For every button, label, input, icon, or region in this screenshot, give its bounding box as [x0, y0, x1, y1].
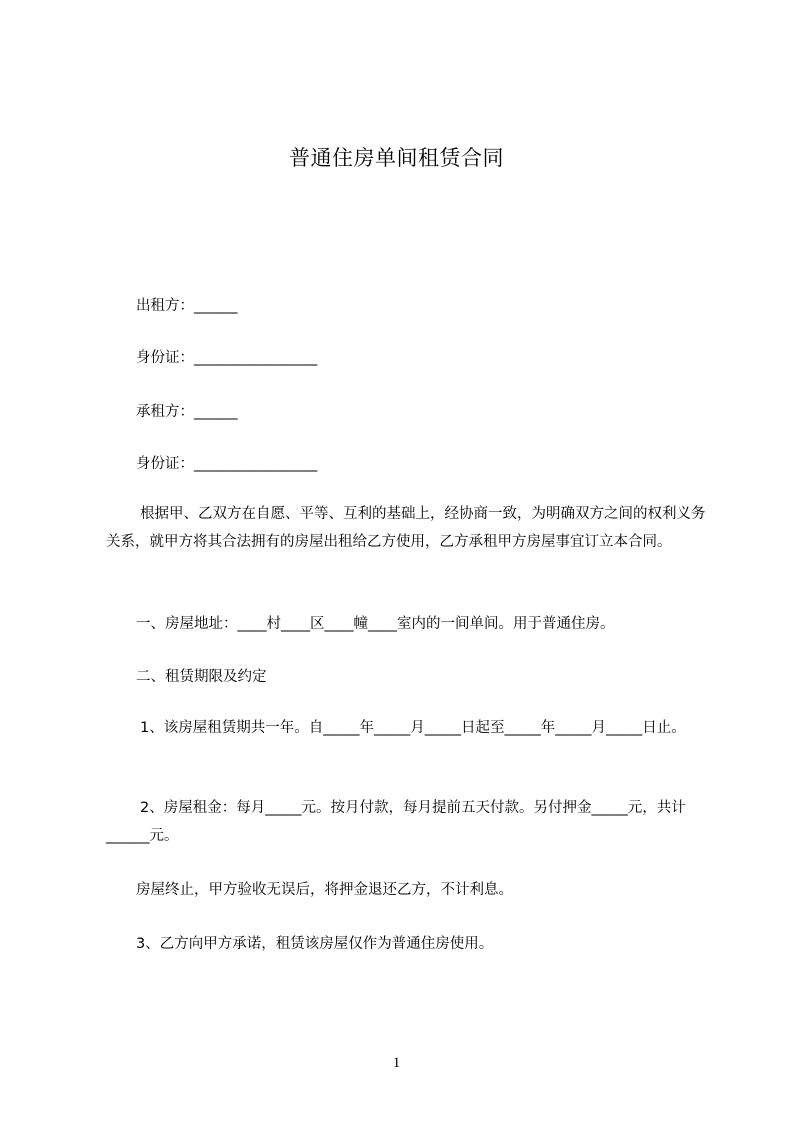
clause-2-item-3: 3、乙方向甲方承诺，租赁该房屋仅作为普通住房使用。: [136, 936, 494, 952]
clause-2-heading: 二、租赁期限及约定: [136, 669, 267, 685]
lessee-field: 承租方：______: [136, 404, 238, 420]
clause-2-item-2: 2、房屋租金：每月_____元。按月付款，每月提前五天付款。另付押金_____元，共计______元。: [106, 800, 686, 844]
preamble-paragraph: 根据甲、乙双方在自愿、平等、互利的基础上，经协商一致，为明确双方之间的权利义务关系，就甲方将其合法拥有的房屋出租给乙方使用，乙方承租甲方房屋事宜订立本合同。: [106, 506, 706, 550]
clause-2-item-1: 1、该房屋租赁期共一年。自_____年_____月_____日起至_____年_____月_____日止。: [140, 720, 686, 736]
page-number: 1: [392, 1055, 401, 1071]
lessee-id-field: 身份证：_________________: [136, 456, 318, 472]
lessor-field: 出租方：______: [136, 298, 238, 314]
lessor-id-field: 身份证：_________________: [136, 350, 318, 366]
clause-1-address: 一、房屋地址：____村____区____幢____室内的一间单间。用于普通住房。: [136, 616, 615, 632]
contract-title: 普通住房单间租赁合同: [289, 146, 504, 170]
deposit-refund-note: 房屋终止，甲方验收无误后，将押金退还乙方，不计利息。: [136, 882, 513, 898]
